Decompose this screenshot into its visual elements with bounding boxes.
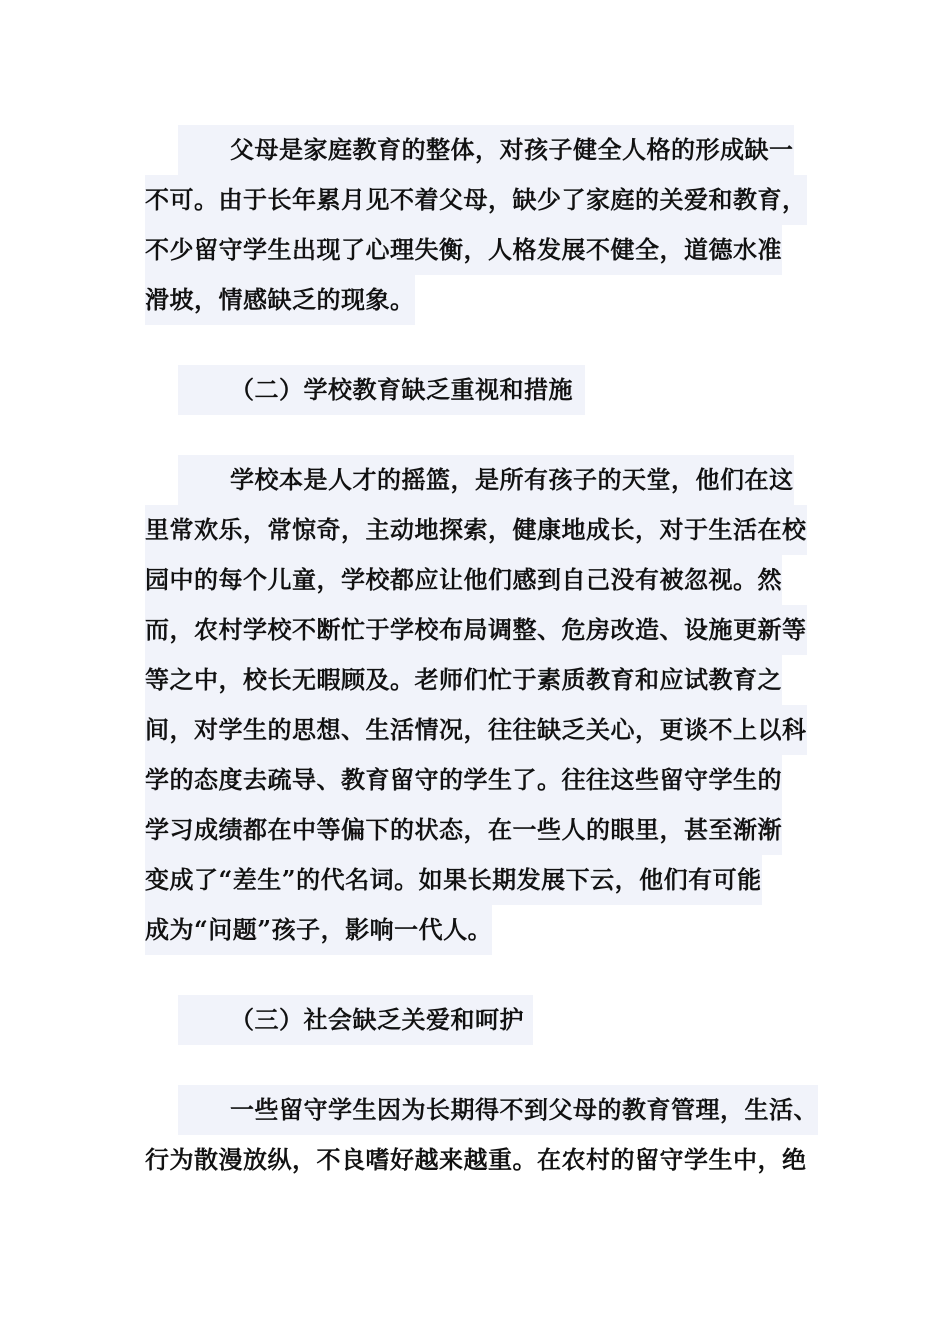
section-heading-3: （三）社会缺乏关爱和呵护 — [178, 995, 533, 1045]
paragraph-3-line-2: 行为散漫放纵，不良嗜好越来越重。在农村的留守学生中，绝 — [145, 1145, 807, 1174]
paragraph-2-line-6: 间，对学生的思想、生活情况，往往缺乏关心，更谈不上以科 — [145, 705, 807, 755]
paragraph-3-line-1: 一些留守学生因为长期得不到父母的教育管理，生活、 — [178, 1085, 818, 1135]
paragraph-2-line-8: 学习成绩都在中等偏下的状态，在一些人的眼里，甚至渐渐 — [145, 805, 782, 855]
paragraph-1-line-2: 不可。由于长年累月见不着父母，缺少了家庭的关爱和教育， — [145, 175, 807, 225]
paragraph-2-line-1: 学校本是人才的摇篮，是所有孩子的天堂，他们在这 — [178, 455, 794, 505]
paragraph-1-line-3: 不少留守学生出现了心理失衡，人格发展不健全，道德水准 — [145, 225, 782, 275]
paragraph-2-line-7: 学的态度去疏导、教育留守的学生了。往往这些留守学生的 — [145, 755, 782, 805]
paragraph-2-line-10: 成为“问题”孩子，影响一代人。 — [145, 905, 492, 955]
paragraph-2-line-2: 里常欢乐，常惊奇，主动地探索，健康地成长，对于生活在校 — [145, 505, 807, 555]
paragraph-1-line-4: 滑坡，情感缺乏的现象。 — [145, 275, 415, 325]
paragraph-2-line-3: 园中的每个儿童，学校都应让他们感到自己没有被忽视。然 — [145, 555, 782, 605]
paragraph-2-line-5: 等之中，校长无暇顾及。老师们忙于素质教育和应试教育之 — [145, 655, 782, 705]
section-heading-2: （二）学校教育缺乏重视和措施 — [178, 365, 585, 415]
paragraph-2-line-9: 变成了“差生”的代名词。如果长期发展下云，他们有可能 — [145, 855, 762, 905]
paragraph-1-line-1: 父母是家庭教育的整体，对孩子健全人格的形成缺一 — [178, 125, 794, 175]
paragraph-2-line-4: 而，农村学校不断忙于学校布局调整、危房改造、设施更新等 — [145, 605, 807, 655]
